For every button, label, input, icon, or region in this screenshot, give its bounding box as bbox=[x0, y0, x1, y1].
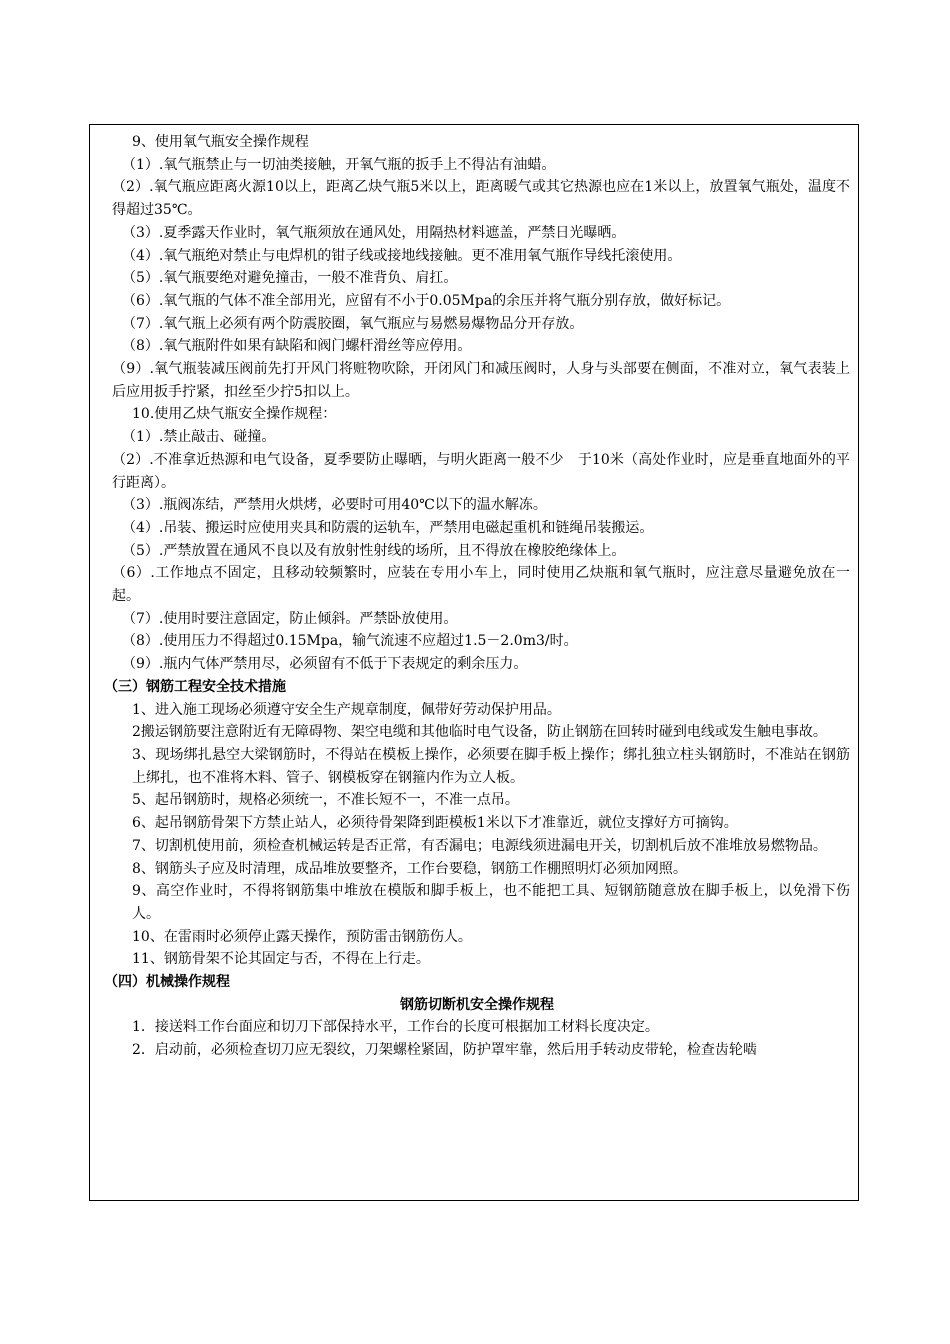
document-body bbox=[104, 131, 850, 1062]
paragraph-line: （9）.氧气瓶装减压阀前先打开风门将赃物吹除，开闭风门和减压阀时，人身与头部要在侧面，不准对立，氧气表装上后应用扳手拧紧，扣丝至少拧5扣以上。 bbox=[112, 361, 850, 400]
paragraph-line: 11、钢筋骨架不论其固定与否，不得在上行走。 bbox=[132, 951, 430, 968]
paragraph-line: 7、切割机使用前，须检查机械运转是否正常，有否漏电；电源线须进漏电开关，切割机后放不准堆放易燃物品。 bbox=[132, 837, 827, 854]
paragraph-line: 1．接送料工作台面应和切刀下部保持水平，工作台的长度可根据加工材料长度决定。 bbox=[132, 1019, 659, 1036]
paragraph-line: （2）.不准拿近热源和电气设备，夏季要防止曝晒，与明火距离一般不少 于10米（高处作业时，应是垂直地面外的平行距离）。 bbox=[112, 451, 850, 491]
paragraph-line: 9、高空作业时，不得将钢筋集中堆放在模版和脚手板上，也不能把工具、短钢筋随意放在脚手板上，以免滑下伤人。 bbox=[132, 883, 850, 922]
paragraph-line: 5、起吊钢筋时，规格必须统一，不准长短不一，不准一点吊。 bbox=[132, 792, 519, 809]
paragraph-line: （6）.工作地点不固定，且移动较频繁时，应装在专用小车上，同时使用乙炔瓶和氧气瓶时，应注意尽量避免放在一起。 bbox=[112, 565, 850, 605]
paragraph-line: （4）.吊装、搬运时应使用夹具和防震的运轨车，严禁用电磁起重机和链绳吊装搬运。 bbox=[122, 519, 654, 536]
paragraph-line: （2）.氧气瓶应距离火源10以上，距离乙炔气瓶5米以上，距离暖气或其它热源也应在1米以上，放置氧气瓶处，温度不得超过35℃。 bbox=[112, 179, 850, 219]
paragraph-line: （8）.使用压力不得超过0.15Mpa，输气流速不应超过1.5－2.0m3/时。 bbox=[122, 633, 578, 650]
paragraph-line: （4）.氧气瓶绝对禁止与电焊机的钳子线或接地线接触。更不准用氧气瓶作导线托滚使用。 bbox=[122, 247, 682, 264]
paragraph-line: 2搬运钢筋要注意附近有无障碍物、架空电缆和其他临时电气设备，防止钢筋在回转时碰到电线或发生触电事故。 bbox=[132, 724, 827, 741]
paragraph-line: （1）.禁止敲击、碰撞。 bbox=[122, 429, 276, 446]
paragraph-line: （6）.氧气瓶的气体不准全部用光，应留有不小于0.05Mpa的余压并将气瓶分别存放，做好标记。 bbox=[122, 292, 731, 309]
paragraph-line: 10.使用乙炔气瓶安全操作规程： bbox=[132, 406, 337, 423]
document-frame bbox=[89, 124, 859, 1201]
paragraph-line: 10、在雷雨时必须停止露天操作，预防雷击钢筋伤人。 bbox=[132, 928, 472, 945]
section-heading: （三）钢筋工程安全技术措施 bbox=[104, 678, 286, 695]
paragraph-line: （9）.瓶内气体严禁用尽，必须留有不低于下表规定的剩余压力。 bbox=[122, 656, 528, 673]
paragraph-line: 2．启动前，必须检查切刀应无裂纹，刀架螺栓紧固，防护罩牢靠，然后用手转动皮带轮，检查齿轮啮 bbox=[132, 1042, 757, 1059]
paragraph-line: （5）.严禁放置在通风不良以及有放射性射线的场所，且不得放在橡胶绝缘体上。 bbox=[122, 542, 626, 559]
paragraph-line: （8）.氧气瓶附件如果有缺陷和阀门螺杆滑丝等应停用。 bbox=[122, 338, 472, 355]
paragraph-line: （3）.瓶阀冻结，严禁用火烘烤，必要时可用40℃以下的温水解冻。 bbox=[122, 497, 547, 514]
paragraph-line: 9、使用氧气瓶安全操作规程 bbox=[132, 134, 309, 150]
section-heading: （四）机械操作规程 bbox=[104, 974, 230, 991]
paragraph-line: （1）.氧气瓶禁止与一切油类接触，开氧气瓶的扳手上不得沾有油蜡。 bbox=[122, 156, 556, 173]
paragraph-line: 8、钢筋头子应及时清理，成品堆放要整齐，工作台要稳，钢筋工作棚照明灯必须加网照。 bbox=[132, 860, 687, 877]
paragraph-line: 6、起吊钢筋骨架下方禁止站人，必须待骨架降到距模板1米以下才准靠近，就位支撑好方可摘钩。 bbox=[132, 815, 738, 832]
paragraph-line: （7）.使用时要注意固定，防止倾斜。严禁卧放使用。 bbox=[122, 610, 458, 627]
paragraph-line: 3、现场绑扎悬空大梁钢筋时，不得站在模板上操作，必须要在脚手板上操作；绑扎独立柱头钢筋时，不准站在钢筋上绑扎，也不准将木料、管子、钢模板穿在钢箍内作为立人板。 bbox=[132, 746, 850, 786]
section-heading: 钢筋切断机安全操作规程 bbox=[400, 996, 554, 1013]
paragraph-line: （7）.氧气瓶上必须有两个防震胶圈，氧气瓶应与易燃易爆物品分开存放。 bbox=[122, 315, 584, 332]
paragraph-line: 1、进入施工现场必须遵守安全生产规章制度，佩带好劳动保护用品。 bbox=[132, 701, 561, 718]
paragraph-line: （3）.夏季露天作业时，氧气瓶须放在通风处，用隔热材料遮盖，严禁日光曝晒。 bbox=[122, 224, 626, 241]
paragraph-line: （5）.氧气瓶要绝对避免撞击，一般不准背负、肩扛。 bbox=[122, 270, 458, 287]
